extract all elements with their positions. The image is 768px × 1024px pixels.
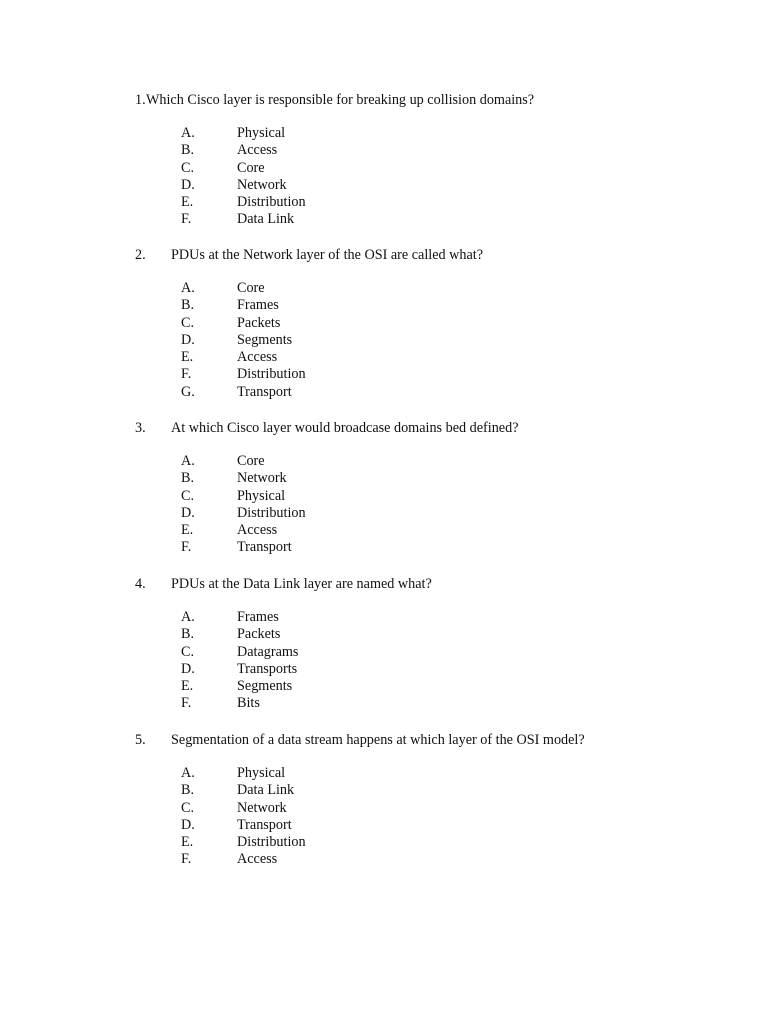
question-text: At which Cisco layer would broadcase domains bed defined? [171, 420, 519, 436]
option-f [0, 211, 768, 228]
option-letter: D. [181, 660, 195, 677]
option-letter: C. [181, 799, 195, 816]
option-a [0, 765, 768, 782]
option-text: Frames [237, 297, 279, 314]
option-e [0, 194, 768, 211]
option-a [0, 280, 768, 297]
question-text: PDUs at the Data Link layer are named what? [171, 576, 432, 592]
option-text: Physical [237, 487, 286, 504]
option-b [0, 142, 768, 159]
option-letter: E. [181, 678, 194, 695]
option-a [0, 453, 768, 470]
option-f [0, 851, 768, 868]
question-2 [0, 246, 768, 400]
option-text: Distribution [237, 194, 306, 211]
option-text: Bits [237, 695, 260, 712]
question-number: 1. [135, 92, 146, 108]
option-text: Distribution [237, 366, 306, 383]
option-f [0, 366, 768, 383]
option-letter: B. [181, 626, 195, 643]
option-list [0, 609, 768, 713]
option-f [0, 539, 768, 556]
option-list [0, 125, 768, 229]
question-number: 3. [135, 420, 146, 436]
option-text: Network [237, 799, 287, 816]
option-letter: A. [181, 453, 195, 469]
option-b [0, 626, 768, 643]
question-number: 4. [135, 576, 146, 592]
option-letter: F. [181, 366, 192, 383]
option-letter: C. [181, 159, 195, 176]
option-text: Transport [237, 816, 292, 833]
option-letter: F. [181, 695, 192, 712]
option-text: Network [237, 176, 287, 193]
option-text: Transports [237, 660, 298, 677]
question-line [0, 91, 768, 109]
question-line [0, 246, 768, 264]
option-letter: A. [181, 125, 195, 141]
option-a [0, 125, 768, 142]
option-e [0, 349, 768, 366]
option-letter: D. [181, 504, 195, 521]
option-g [0, 384, 768, 401]
option-text: Segments [237, 678, 293, 695]
question-number: 2. [135, 247, 146, 263]
option-c [0, 644, 768, 661]
option-text: Distribution [237, 504, 306, 521]
option-letter: D. [181, 176, 195, 193]
option-d [0, 817, 768, 834]
option-text: Access [237, 851, 278, 868]
option-a [0, 609, 768, 626]
option-letter: E. [181, 522, 194, 539]
option-letter: E. [181, 194, 194, 211]
option-text: Access [237, 522, 278, 539]
option-text: Packets [237, 626, 281, 643]
option-text: Physical [237, 765, 286, 781]
option-text: Frames [237, 609, 279, 625]
question-number: 5. [135, 732, 146, 748]
option-letter: C. [181, 643, 195, 660]
question-line [0, 731, 768, 749]
option-text: Access [237, 349, 278, 366]
option-text: Network [237, 470, 287, 487]
option-c [0, 160, 768, 177]
option-b [0, 297, 768, 314]
option-letter: G. [181, 383, 195, 400]
option-text: Datagrams [237, 643, 299, 660]
question-text: Segmentation of a data stream happens at which layer of the OSI model? [171, 732, 585, 748]
question-3 [0, 419, 768, 556]
option-e [0, 678, 768, 695]
option-d [0, 661, 768, 678]
option-e [0, 834, 768, 851]
option-letter: C. [181, 314, 195, 331]
question-text: Which Cisco layer is responsible for breaking up collision domains? [146, 92, 535, 108]
option-letter: D. [181, 816, 195, 833]
question-line [0, 419, 768, 437]
option-letter: A. [181, 280, 195, 296]
option-letter: B. [181, 782, 195, 799]
option-letter: A. [181, 609, 195, 625]
option-letter: D. [181, 331, 195, 348]
option-c [0, 315, 768, 332]
option-letter: B. [181, 470, 195, 487]
option-letter: F. [181, 211, 192, 228]
question-1 [0, 91, 768, 228]
option-text: Transport [237, 539, 292, 556]
option-letter: E. [181, 834, 194, 851]
option-text: Core [237, 453, 265, 469]
option-b [0, 782, 768, 799]
option-letter: B. [181, 142, 195, 159]
question-4 [0, 575, 768, 712]
option-b [0, 470, 768, 487]
option-d [0, 332, 768, 349]
option-letter: C. [181, 487, 195, 504]
option-d [0, 505, 768, 522]
option-letter: B. [181, 297, 195, 314]
option-text: Core [237, 280, 265, 296]
option-e [0, 522, 768, 539]
option-letter: F. [181, 539, 192, 556]
option-text: Transport [237, 383, 292, 400]
option-list [0, 280, 768, 401]
option-f [0, 695, 768, 712]
option-letter: A. [181, 765, 195, 781]
option-c [0, 800, 768, 817]
option-text: Data Link [237, 782, 295, 799]
option-text: Access [237, 142, 278, 159]
option-text: Packets [237, 314, 281, 331]
option-text: Distribution [237, 834, 306, 851]
option-list [0, 453, 768, 557]
option-text: Core [237, 159, 265, 176]
question-line [0, 575, 768, 593]
option-text: Segments [237, 331, 293, 348]
option-text: Data Link [237, 211, 295, 228]
option-letter: E. [181, 349, 194, 366]
question-text: PDUs at the Network layer of the OSI are called what? [171, 247, 484, 263]
option-text: Physical [237, 125, 286, 141]
question-5 [0, 731, 768, 868]
option-c [0, 488, 768, 505]
option-d [0, 177, 768, 194]
option-letter: F. [181, 851, 192, 868]
option-list [0, 765, 768, 869]
